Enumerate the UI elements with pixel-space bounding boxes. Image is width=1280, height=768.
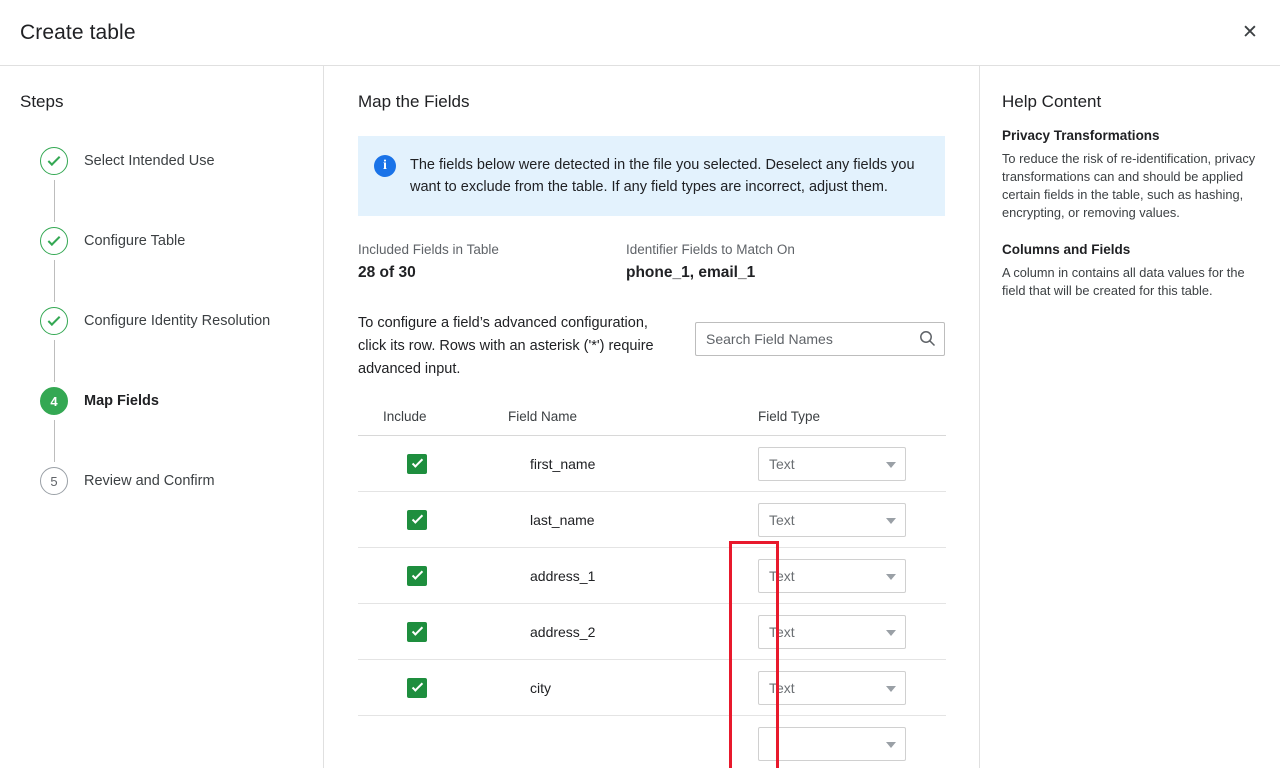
chevron-down-icon xyxy=(886,742,896,748)
field-type-value: Text xyxy=(769,511,795,528)
cell-field-name: first_name xyxy=(530,455,596,472)
field-type-value: Text xyxy=(769,623,795,640)
chevron-down-icon xyxy=(886,518,896,524)
sidebar-item-select-intended-use[interactable] xyxy=(20,142,303,180)
search-icon[interactable] xyxy=(919,330,936,347)
step-number-5: 5 xyxy=(40,467,68,495)
step-label-1: Select Intended Use xyxy=(84,153,215,169)
table-header-row xyxy=(358,409,946,436)
include-checkbox[interactable] xyxy=(407,454,427,474)
step-check-icon-2 xyxy=(40,227,68,255)
column-header-field-type: Field Type xyxy=(758,409,821,424)
cell-field-type xyxy=(758,727,946,761)
field-type-value: Text xyxy=(769,679,795,696)
field-type-select[interactable] xyxy=(758,503,906,537)
info-banner-text: The fields below were detected in the file you selected. Deselect any fields you want to exclude from the table. If any field types are incorrect, adjust them. xyxy=(410,157,915,195)
sidebar-item-review-and-confirm[interactable] xyxy=(20,462,303,500)
chevron-down-icon xyxy=(886,574,896,580)
config-row xyxy=(358,312,945,381)
help-section-heading-privacy: Privacy Transformations xyxy=(1002,128,1160,143)
cell-include xyxy=(358,622,508,642)
summary-value-included: 28 of 30 xyxy=(358,264,416,281)
field-type-select[interactable] xyxy=(758,447,906,481)
step-connector-3 xyxy=(54,340,55,382)
cell-field-type xyxy=(758,615,946,649)
cell-include xyxy=(358,678,508,698)
step-number-4: 4 xyxy=(40,387,68,415)
cell-include xyxy=(358,454,508,474)
summary-row xyxy=(358,242,945,282)
step-connector-4 xyxy=(54,420,55,462)
modal-header xyxy=(0,0,1280,66)
chevron-down-icon xyxy=(886,462,896,468)
step-check-icon-1 xyxy=(40,147,68,175)
cell-field-name: address_1 xyxy=(530,567,596,584)
field-type-value: Text xyxy=(769,455,795,472)
sidebar-item-configure-table[interactable] xyxy=(20,222,303,260)
field-type-select[interactable] xyxy=(758,559,906,593)
steps-sidebar xyxy=(0,66,324,768)
column-header-field-name: Field Name xyxy=(508,409,578,424)
table-row[interactable] xyxy=(358,492,946,548)
field-type-select[interactable] xyxy=(758,727,906,761)
info-banner xyxy=(358,136,945,216)
cell-field-type xyxy=(758,559,946,593)
step-label-2: Configure Table xyxy=(84,233,186,249)
info-icon: i xyxy=(374,155,396,177)
cell-field-name: last_name xyxy=(530,511,595,528)
chevron-down-icon xyxy=(886,630,896,636)
help-section-body-columns: A column in contains all data values for the field that will be created for this table. xyxy=(1002,265,1245,298)
field-type-value: Text xyxy=(769,567,795,584)
include-checkbox[interactable] xyxy=(407,622,427,642)
include-checkbox[interactable] xyxy=(407,510,427,530)
fields-table xyxy=(358,409,946,768)
column-header-include: Include xyxy=(383,409,427,424)
summary-value-identifier: phone_1, email_1 xyxy=(626,264,756,281)
cell-field-name: city xyxy=(530,679,551,696)
include-checkbox[interactable] xyxy=(407,566,427,586)
cell-include xyxy=(358,566,508,586)
summary-label-included: Included Fields in Table xyxy=(358,242,499,257)
summary-identifier-fields xyxy=(626,242,894,282)
field-type-select[interactable] xyxy=(758,671,906,705)
table-row-partial[interactable] xyxy=(358,716,946,768)
table-row[interactable] xyxy=(358,660,946,716)
step-connector-1 xyxy=(54,180,55,222)
help-section-heading-columns: Columns and Fields xyxy=(1002,242,1131,257)
include-checkbox[interactable] xyxy=(407,678,427,698)
step-label-4: Map Fields xyxy=(84,393,159,409)
main-panel xyxy=(324,66,980,768)
sidebar-item-map-fields[interactable] xyxy=(20,382,303,420)
table-row[interactable] xyxy=(358,604,946,660)
chevron-down-icon xyxy=(886,686,896,692)
field-type-select[interactable] xyxy=(758,615,906,649)
help-panel xyxy=(980,66,1280,768)
table-row[interactable] xyxy=(358,436,946,492)
summary-label-identifier: Identifier Fields to Match On xyxy=(626,242,795,257)
modal-body xyxy=(0,66,1280,768)
step-connector-2 xyxy=(54,260,55,302)
page-title: Create table xyxy=(20,20,136,44)
summary-included-fields xyxy=(358,242,626,282)
search-field-names xyxy=(695,322,945,356)
help-section-body-privacy: To reduce the risk of re-identification, privacy transformations can and should be applied certain fields in the table, such as hashing, encrypting, or removing values. xyxy=(1002,151,1256,220)
cell-field-type xyxy=(758,503,946,537)
cell-field-type xyxy=(758,447,946,481)
main-heading: Map the Fields xyxy=(358,92,470,111)
step-label-3: Configure Identity Resolution xyxy=(84,313,271,329)
cell-field-name: address_2 xyxy=(530,623,596,640)
cell-include xyxy=(358,510,508,530)
table-row[interactable] xyxy=(358,548,946,604)
cell-field-type xyxy=(758,671,946,705)
step-label-5: Review and Confirm xyxy=(84,473,215,489)
steps-heading: Steps xyxy=(20,92,64,111)
help-heading: Help Content xyxy=(1002,92,1102,111)
close-icon[interactable]: ✕ xyxy=(1234,17,1266,49)
search-input[interactable] xyxy=(695,322,945,356)
sidebar-item-configure-identity-resolution[interactable] xyxy=(20,302,303,340)
step-check-icon-3 xyxy=(40,307,68,335)
config-instructions: To configure a field’s advanced configuration, click its row. Rows with an asterisk ('*') require advanced input. xyxy=(358,315,654,377)
